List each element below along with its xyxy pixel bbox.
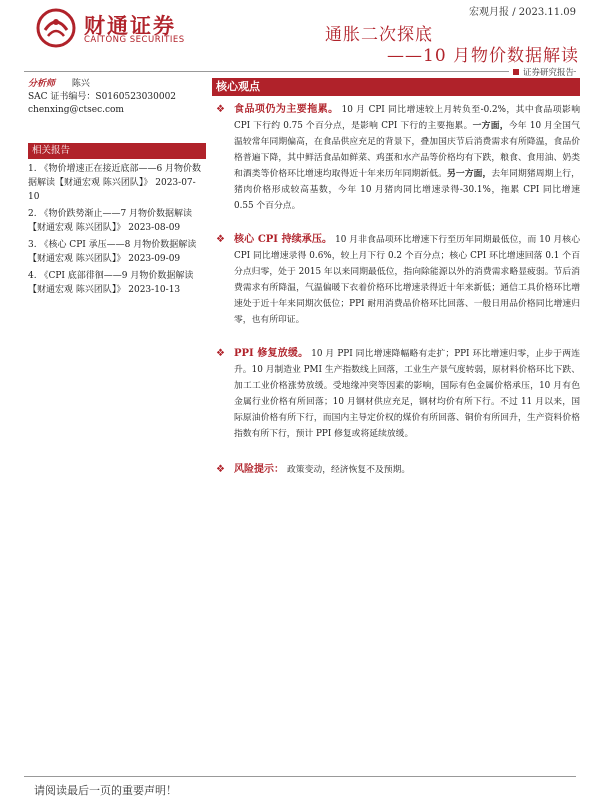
report-title: 通胀二次探底: [325, 25, 433, 45]
related-report-date: 2023-08-09: [128, 223, 181, 233]
diamond-bullet-icon: ❖: [216, 348, 225, 359]
point-text: 10 月非食品项环比增速下行至历年同期最低位，而 10 月核心 CPI 同比增速录得 0.6%，较上月下行 0.2 个百分点；核心 CPI 环比增速回落 0.1 个百分点归零，处于 2015 年以来同期最低位，指向除能源以外的消费需求略显疲弱。节后消费需求有所降温，气温偏暖下衣着价格环比增速录得近十年来新低；通信工具价格环比增速处于近十年来同期次低位；PPI 耐用消费品价格环比回落、一般日用品价格同比增速归零，也有所印证。: [234, 235, 580, 325]
report-subtitle: ——10 月物价数据解读: [387, 46, 580, 66]
related-report-item[interactable]: [28, 207, 206, 235]
analyst-name: 陈兴: [71, 79, 90, 89]
related-report-title: 3. 《核心 CPI 承压——8 月物价数据解读【财通宏观 陈兴团队】》: [28, 240, 197, 264]
diamond-bullet-icon: ❖: [216, 464, 225, 475]
point-emphasis: 另一方面，: [446, 169, 492, 179]
point-text: 今年 10 月全国气温较常年同期偏高，在食品供应充足的背景下，叠加国庆节后消费需求有所降温，食品价格普遍下降，其中鲜活食品如鲜菜、鸡蛋和水产品等价格均有下跌，粮食、食用油、奶类和酒类等价格环比增速均取得近十年来历年同期新低。: [234, 121, 580, 179]
point-text: 10 月 PPI 同比增速降幅略有走扩；PPI 环比增速归零，止步于两连升。10 月制造业 PMI 生产指数线上回落，工业生产景气度转弱，原材料价格环比下跌、加工工业价格涨势放缓。受地缘冲突等因素的影响，国际有色金属价格承压，10 月有色金属行业价格有所回落；10 月钢材供应充足，钢材均价有所下行。不过 11 月以来，国际原油价格有所下行，而国内主导定价权的煤价有所回落、铜价有所回升，生产资料价格指数有所下行，预计 PPI 修复或将延续放缓。: [234, 349, 580, 439]
diamond-bullet-icon: ❖: [216, 234, 225, 245]
report-type-text: 证券研究报告: [522, 68, 574, 78]
key-point-ppi: [212, 346, 580, 442]
key-point-food: [212, 102, 580, 214]
analyst-email[interactable]: chenxing@ctsec.com: [28, 105, 124, 115]
sidebar: [28, 78, 206, 300]
related-report-date: 2023-09-09: [128, 254, 181, 264]
related-report-item[interactable]: [28, 238, 206, 266]
point-highlight: 食品项仍为主要拖累。: [234, 104, 339, 115]
footer-disclaimer: 请阅读最后一页的重要声明！: [34, 784, 177, 797]
key-point-risk: [212, 462, 580, 478]
square-bullet-icon: [513, 69, 519, 75]
logo-chinese-name: 财通证券: [84, 13, 176, 38]
point-text: 政策变动，经济恢复不及预期。: [287, 465, 411, 475]
point-text: 10 月 CPI 同比增速较上月转负至-0.2%，其中食品项影响 CPI 下行约 0.75 个百分点，是影响 CPI 下行的主要拖累。: [234, 105, 581, 131]
point-text: 去年同期猪周期上行，猪肉价格形成较高基数，今年 10 月猪肉同比增速录得-30.1%，拖累 CPI 同比增速 0.55 个百分点。: [234, 169, 580, 211]
company-logo: [36, 8, 186, 48]
key-point-core-cpi: [212, 232, 580, 328]
related-report-title: 2. 《物价跌势渐止——7 月物价数据解读【财通宏观 陈兴团队】》: [28, 209, 193, 233]
sac-number: SAC 证书编号：S0160523030002: [28, 92, 177, 102]
analyst-label: 分析师: [28, 79, 56, 89]
main-content: [212, 78, 580, 478]
header-divider: [24, 71, 576, 72]
point-highlight: PPI 修复放缓。: [234, 348, 309, 359]
related-report-item[interactable]: [28, 269, 206, 297]
related-reports-list: [28, 162, 206, 297]
point-highlight: 风险提示：: [234, 464, 284, 475]
point-emphasis: 一方面，: [472, 121, 509, 131]
related-report-date: 2023-07-10: [28, 178, 196, 202]
analyst-row: [28, 78, 206, 91]
footer-divider: [24, 776, 576, 777]
core-views-heading: 核心观点: [212, 78, 580, 96]
logo-emblem-icon: [36, 8, 76, 48]
related-report-title: 4. 《CPI 底部徘徊——9 月物价数据解读【财通宏观 陈兴团队】》: [28, 271, 194, 295]
logo-english-name: CAITONG SECURITIES: [84, 35, 185, 45]
report-meta: 宏观月报 / 2023.11.09: [469, 7, 576, 18]
report-type-label: [509, 66, 574, 78]
related-report-title: 1. 《物价增速正在接近底部——6 月物价数据解读【财通宏观 陈兴团队】》: [28, 164, 202, 188]
diamond-bullet-icon: ❖: [216, 104, 225, 115]
related-reports-heading: 相关报告: [28, 143, 206, 159]
related-report-date: 2023-10-13: [128, 285, 181, 295]
related-report-item[interactable]: [28, 162, 206, 204]
point-highlight: 核心 CPI 持续承压。: [234, 234, 333, 245]
